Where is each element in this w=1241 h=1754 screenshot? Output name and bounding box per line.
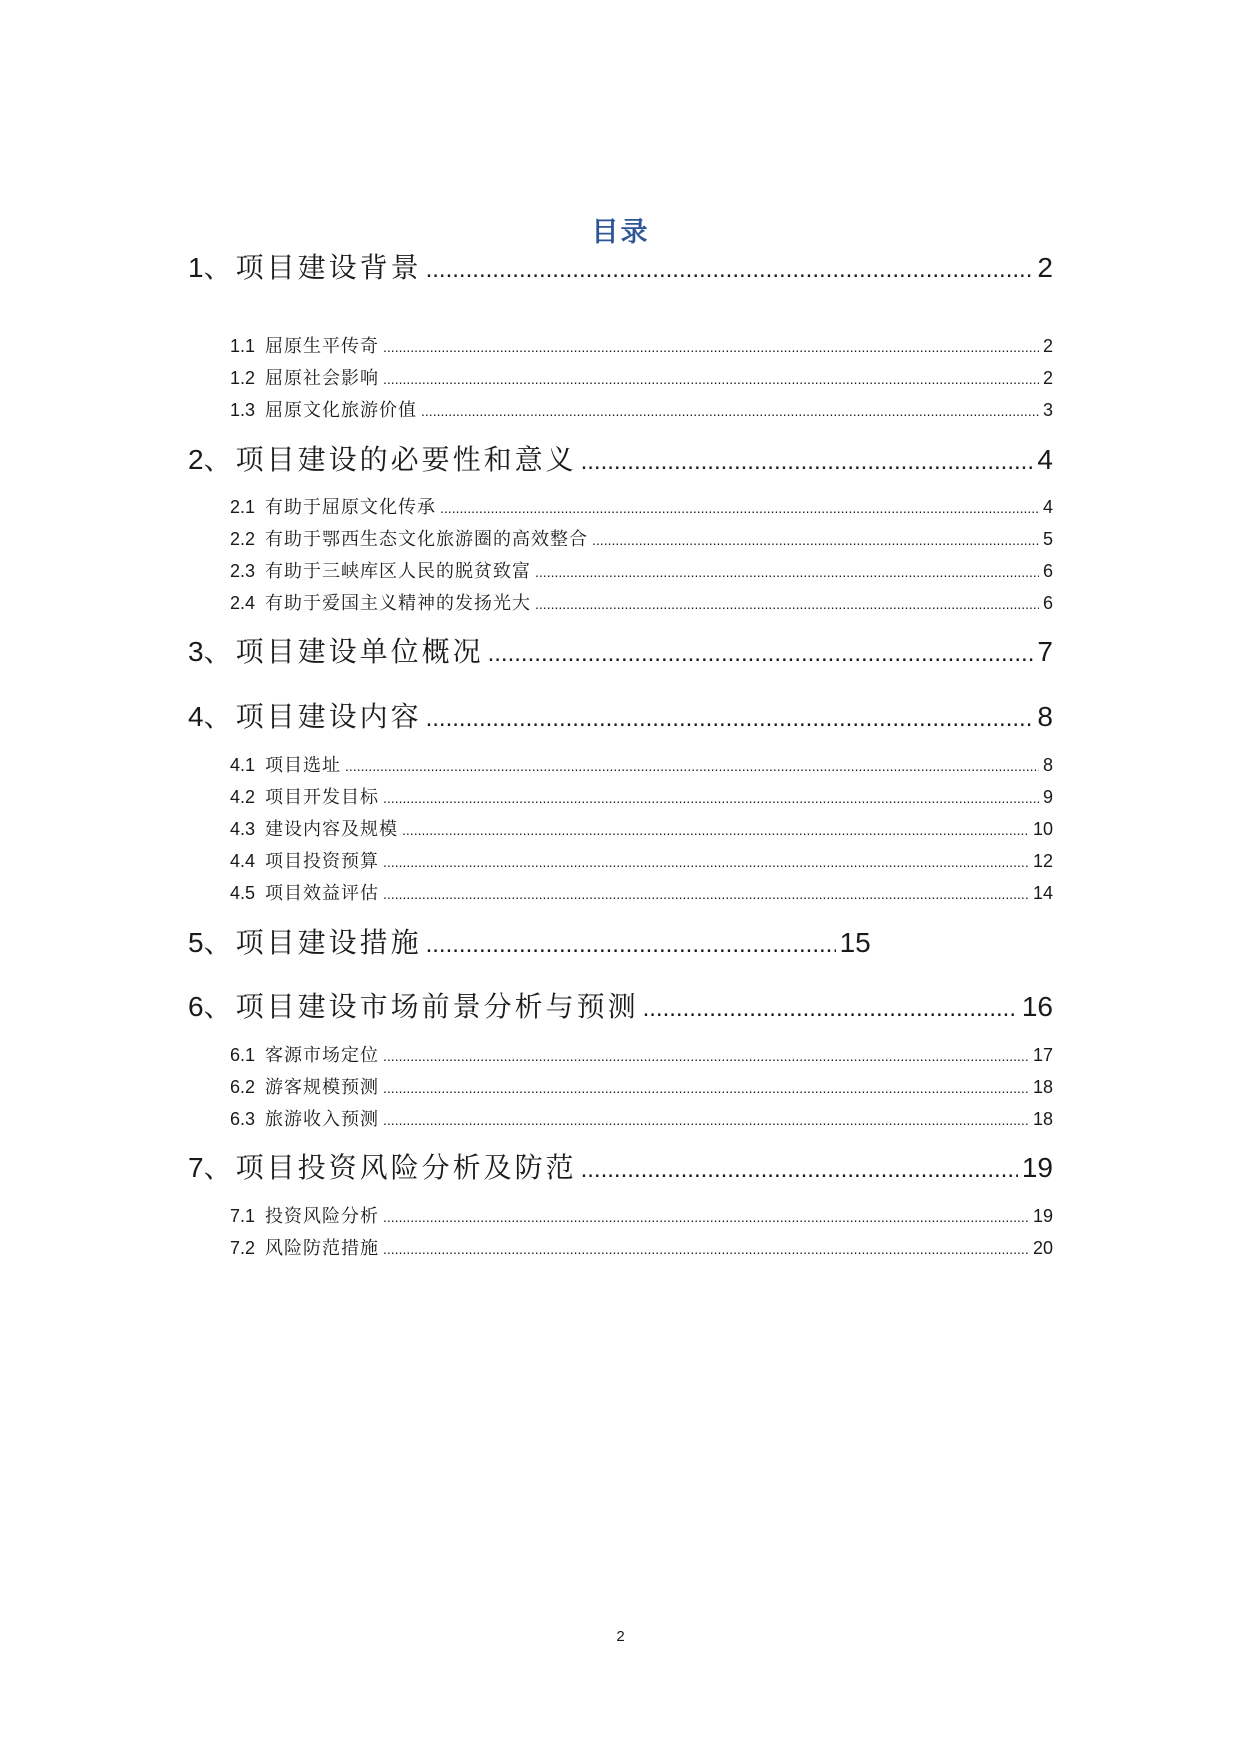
toc-entry-number: 4.5 [230,883,256,903]
toc-entry-number: 7.2 [230,1238,256,1258]
toc-entry-7-2[interactable] [230,1234,1053,1262]
toc-entry-number: 6、 [188,991,232,1022]
toc-entry-6-1[interactable] [230,1041,1053,1069]
toc-entry-page: 6 [1042,593,1053,613]
toc-entry-page: 17 [1032,1045,1053,1065]
toc-leader-dots [440,494,1039,522]
toc-entry-page: 19 [1021,1152,1053,1183]
toc-entry-page: 8 [1042,755,1053,775]
toc-entry-page: 14 [1032,883,1053,903]
toc-entry-label: 项目建设背景 [235,251,422,284]
toc-entry-7[interactable] [188,1148,1053,1188]
toc-entry-2-2[interactable] [230,525,1053,553]
toc-entry-4[interactable] [188,697,1053,737]
toc-entry-number: 1.2 [230,368,256,388]
toc-entry-label: 项目选址 [265,755,342,776]
toc-leader-dots [383,1235,1029,1263]
toc-entry-number: 7.1 [230,1206,256,1226]
toc-entry-label: 建设内容及规模 [265,819,399,840]
toc-entry-number: 1、 [188,252,232,283]
toc-entry-page: 2 [1042,368,1053,388]
toc-leader-dots [383,365,1039,393]
toc-leader-dots [383,880,1029,908]
toc-entry-label: 项目建设的必要性和意义 [235,443,577,476]
toc-entry-number: 2.4 [230,593,256,613]
toc-entry-page: 18 [1032,1109,1053,1129]
toc-entry-label: 有助于爱国主义精神的发扬光大 [265,593,532,614]
toc-entry-label: 客源市场定位 [265,1045,380,1066]
toc-leader-dots [488,634,1034,674]
toc-entry-page: 19 [1032,1206,1053,1226]
toc-entry-label: 项目投资风险分析及防范 [235,1151,577,1184]
toc-leader-dots [402,816,1029,844]
toc-entry-number: 2.2 [230,529,256,549]
toc-entry-page: 7 [1037,636,1053,667]
toc-leader-dots [581,442,1034,482]
toc-entry-number: 2.3 [230,561,256,581]
toc-entry-1-2[interactable] [230,364,1053,392]
toc-entry-2-1[interactable] [230,493,1053,521]
toc-entry-number: 2.1 [230,497,256,517]
toc-leader-dots [426,925,836,965]
toc-entry-number: 3、 [188,636,232,667]
toc-entry-page: 18 [1032,1077,1053,1097]
toc-entry-label: 游客规模预测 [265,1077,380,1098]
toc-leader-dots [383,333,1039,361]
toc-entry-label: 项目建设市场前景分析与预测 [235,990,639,1023]
toc-entry-label: 旅游收入预测 [265,1109,380,1130]
toc-entry-number: 2、 [188,444,232,475]
toc-entry-page: 3 [1042,400,1053,420]
toc-entry-2[interactable] [188,440,1053,480]
toc-entry-label: 有助于屈原文化传承 [265,497,437,518]
toc-entry-number: 4.4 [230,851,256,871]
toc-leader-dots [383,1074,1029,1102]
toc-entry-page: 4 [1042,497,1053,517]
toc-entry-6-3[interactable] [230,1105,1053,1133]
toc-entry-number: 4.3 [230,819,256,839]
toc-entry-page: 16 [1021,991,1053,1022]
toc-entry-number: 1.1 [230,336,256,356]
toc-leader-dots [426,250,1034,290]
toc-entry-number: 4.2 [230,787,256,807]
toc-entry-6-2[interactable] [230,1073,1053,1101]
toc-leader-dots [535,558,1039,586]
toc-entry-1-3[interactable] [230,396,1053,424]
toc-leader-dots [421,397,1039,425]
toc-entry-page: 12 [1032,851,1053,871]
toc-leader-dots [383,1106,1029,1134]
toc-entry-label: 有助于三峡库区人民的脱贫致富 [265,561,532,582]
toc-entry-label: 项目建设措施 [235,926,422,959]
toc-entry-page: 2 [1042,336,1053,356]
toc-entry-label: 投资风险分析 [265,1206,380,1227]
toc-entry-number: 4.1 [230,755,256,775]
toc-entry-page: 20 [1032,1238,1053,1258]
toc-entry-7-1[interactable] [230,1202,1053,1230]
toc-entry-label: 风险防范措施 [265,1238,380,1259]
toc-entry-page: 2 [1037,252,1053,283]
toc-leader-dots [383,1042,1029,1070]
toc-entry-page: 10 [1032,819,1053,839]
toc-entry-number: 1.3 [230,400,256,420]
toc-entry-page: 4 [1037,444,1053,475]
toc-leader-dots [592,526,1039,554]
toc-leader-dots [643,989,1018,1029]
toc-leader-dots [383,784,1039,812]
toc-entry-page: 5 [1042,529,1053,549]
toc-entry-label: 有助于鄂西生态文化旅游圈的高效整合 [265,529,589,550]
toc-entry-number: 4、 [188,701,232,732]
toc-entry-1-1[interactable] [230,332,1053,360]
toc-entry-3[interactable] [188,632,1053,672]
toc-entry-2-3[interactable] [230,557,1053,585]
toc-entry-page: 9 [1042,787,1053,807]
toc-entry-4-4[interactable] [230,847,1053,875]
toc-entry-label: 屈原社会影响 [265,368,380,389]
toc-leader-dots [383,848,1029,876]
toc-entry-number: 7、 [188,1152,232,1183]
toc-entry-number: 6.3 [230,1109,256,1129]
toc-entry-2-4[interactable] [230,589,1053,617]
toc-entry-label: 屈原生平传奇 [265,336,380,357]
toc-entry-4-2[interactable] [230,783,1053,811]
toc-leader-dots [383,1203,1029,1231]
toc-entry-number: 6.2 [230,1077,256,1097]
toc-entry-4-3[interactable] [230,815,1053,843]
toc-entry-number: 5、 [188,927,232,958]
toc-entry-label: 项目投资预算 [265,851,380,872]
toc-entry-page: 15 [839,927,871,958]
toc-leader-dots [581,1150,1018,1190]
toc-entry-label: 项目效益评估 [265,883,380,904]
toc-entry-label: 项目建设内容 [235,700,422,733]
toc-title: 目录 [591,217,650,248]
toc-leader-dots [345,752,1039,780]
toc-entry-number: 6.1 [230,1045,256,1065]
toc-entry-label: 项目建设单位概况 [235,635,484,668]
toc-entry-5[interactable] [188,923,871,963]
toc-entry-1[interactable] [188,248,1053,288]
toc-entry-page: 8 [1037,701,1053,732]
toc-leader-dots [426,699,1034,739]
toc-entry-label: 项目开发目标 [265,787,380,808]
toc-entry-label: 屈原文化旅游价值 [265,400,418,421]
toc-entry-6[interactable] [188,987,1053,1027]
footer-page-number: 2 [616,1628,625,1645]
toc-entry-4-1[interactable] [230,751,1053,779]
toc-entry-page: 6 [1042,561,1053,581]
toc-entry-4-5[interactable] [230,879,1053,907]
toc-leader-dots [535,590,1039,618]
